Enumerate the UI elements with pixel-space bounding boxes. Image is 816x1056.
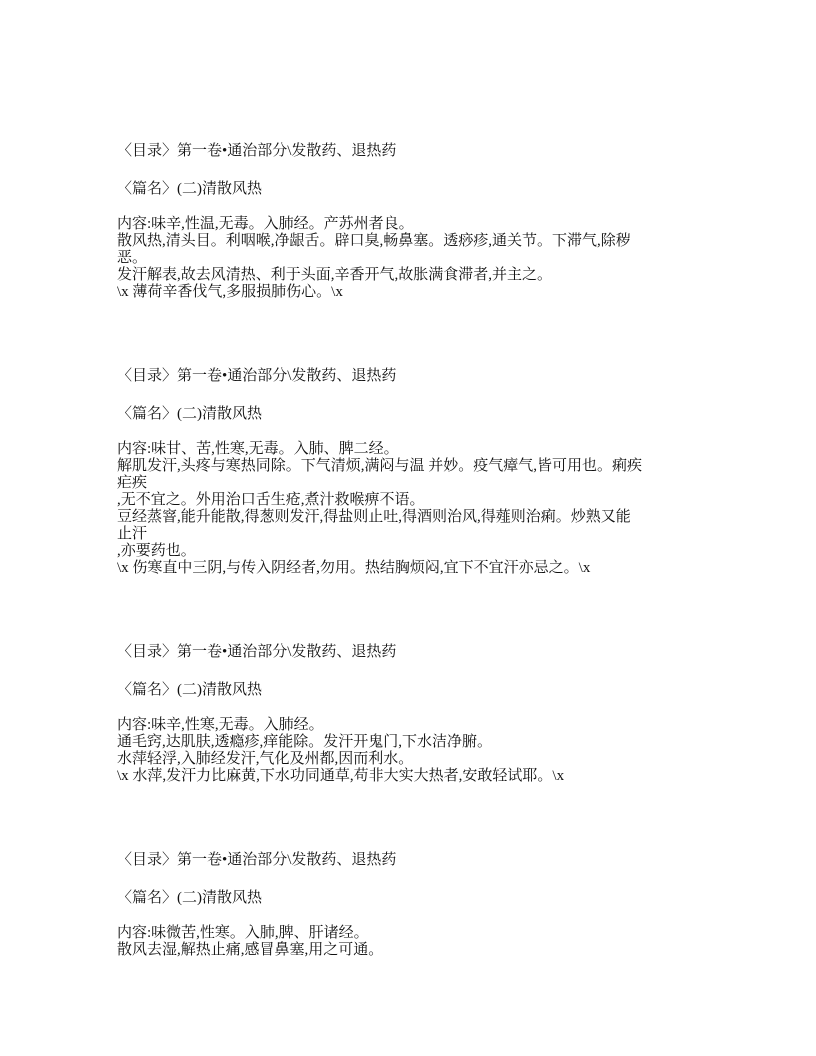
entry-section-4 [117,852,746,959]
content-line: 通毛窍,达肌肤,透瘾疹,痒能除。发汗开鬼门,下水洁净腑。 [117,734,493,750]
entry-content [117,925,746,959]
toc-heading: 〈目录〉第一卷•通治部分\发散药、退热药 [117,368,397,384]
entry-content [117,216,746,301]
content-line: \x 水萍,发汗力比麻黄,下水功同通草,苟非大实大热者,安敢轻试耶。\x [117,768,565,784]
content-line: 水萍轻浮,入肺经发汗,气化及州都,因而利水。 [117,751,414,767]
content-line: 内容:味辛,性寒,无毒。入肺经。 [117,717,324,733]
content-line: ,无不宜之。外用治口舌生疮,煮汁救喉痹不语。 [117,492,425,508]
content-line: 豆经蒸窨,能升能散,得葱则发汗,得盐则止吐,得酒则治风,得薤则治痢。炒熟又能 [117,509,631,525]
content-line: 发汗解表,故去风清热、利于头面,辛香开气,故胀满食滞者,并主之。 [117,267,553,283]
toc-heading: 〈目录〉第一卷•通治部分\发散药、退热药 [117,644,397,660]
entry-section-3 [117,644,746,785]
content-line: 散风去湿,解热止痛,感冒鼻塞,用之可通。 [117,942,384,958]
chapter-title: 〈篇名〉(二)清散风热 [117,181,262,197]
content-line: 解肌发汗,头疼与寒热同除。下气清烦,满闷与温 并妙。疫气瘴气,皆可用也。痢疾 [117,458,643,474]
content-line: \x 薄荷辛香伐气,多服损肺伤心。\x [117,284,343,300]
entry-section-2 [117,368,746,577]
content-line: 内容:味微苦,性寒。入肺,脾、肝诸经。 [117,925,369,941]
content-line: 散风热,清头目。利咽喉,净龈舌。辟口臭,畅鼻塞。透痧疹,通关节。下滞气,除秽 [117,233,631,249]
toc-heading: 〈目录〉第一卷•通治部分\发散药、退热药 [117,852,397,868]
chapter-title: 〈篇名〉(二)清散风热 [117,890,262,906]
content-line: ,亦要药也。 [117,543,196,559]
chapter-title: 〈篇名〉(二)清散风热 [117,406,262,422]
chapter-title: 〈篇名〉(二)清散风热 [117,682,262,698]
entry-section-1 [117,143,746,301]
entry-content [117,717,746,785]
content-line: 恶。 [117,250,148,266]
content-line: 疟疾 [117,475,148,491]
toc-heading: 〈目录〉第一卷•通治部分\发散药、退热药 [117,143,397,159]
content-line: \x 伤寒直中三阴,与传入阴经者,勿用。热结胸烦闷,宜下不宜汗亦忌之。\x [117,560,591,576]
entry-content [117,441,746,577]
content-line: 止汗 [117,526,148,542]
content-line: 内容:味辛,性温,无毒。入肺经。产苏州者良。 [117,216,414,232]
content-line: 内容:味甘、苦,性寒,无毒。入肺、脾二经。 [117,441,399,457]
